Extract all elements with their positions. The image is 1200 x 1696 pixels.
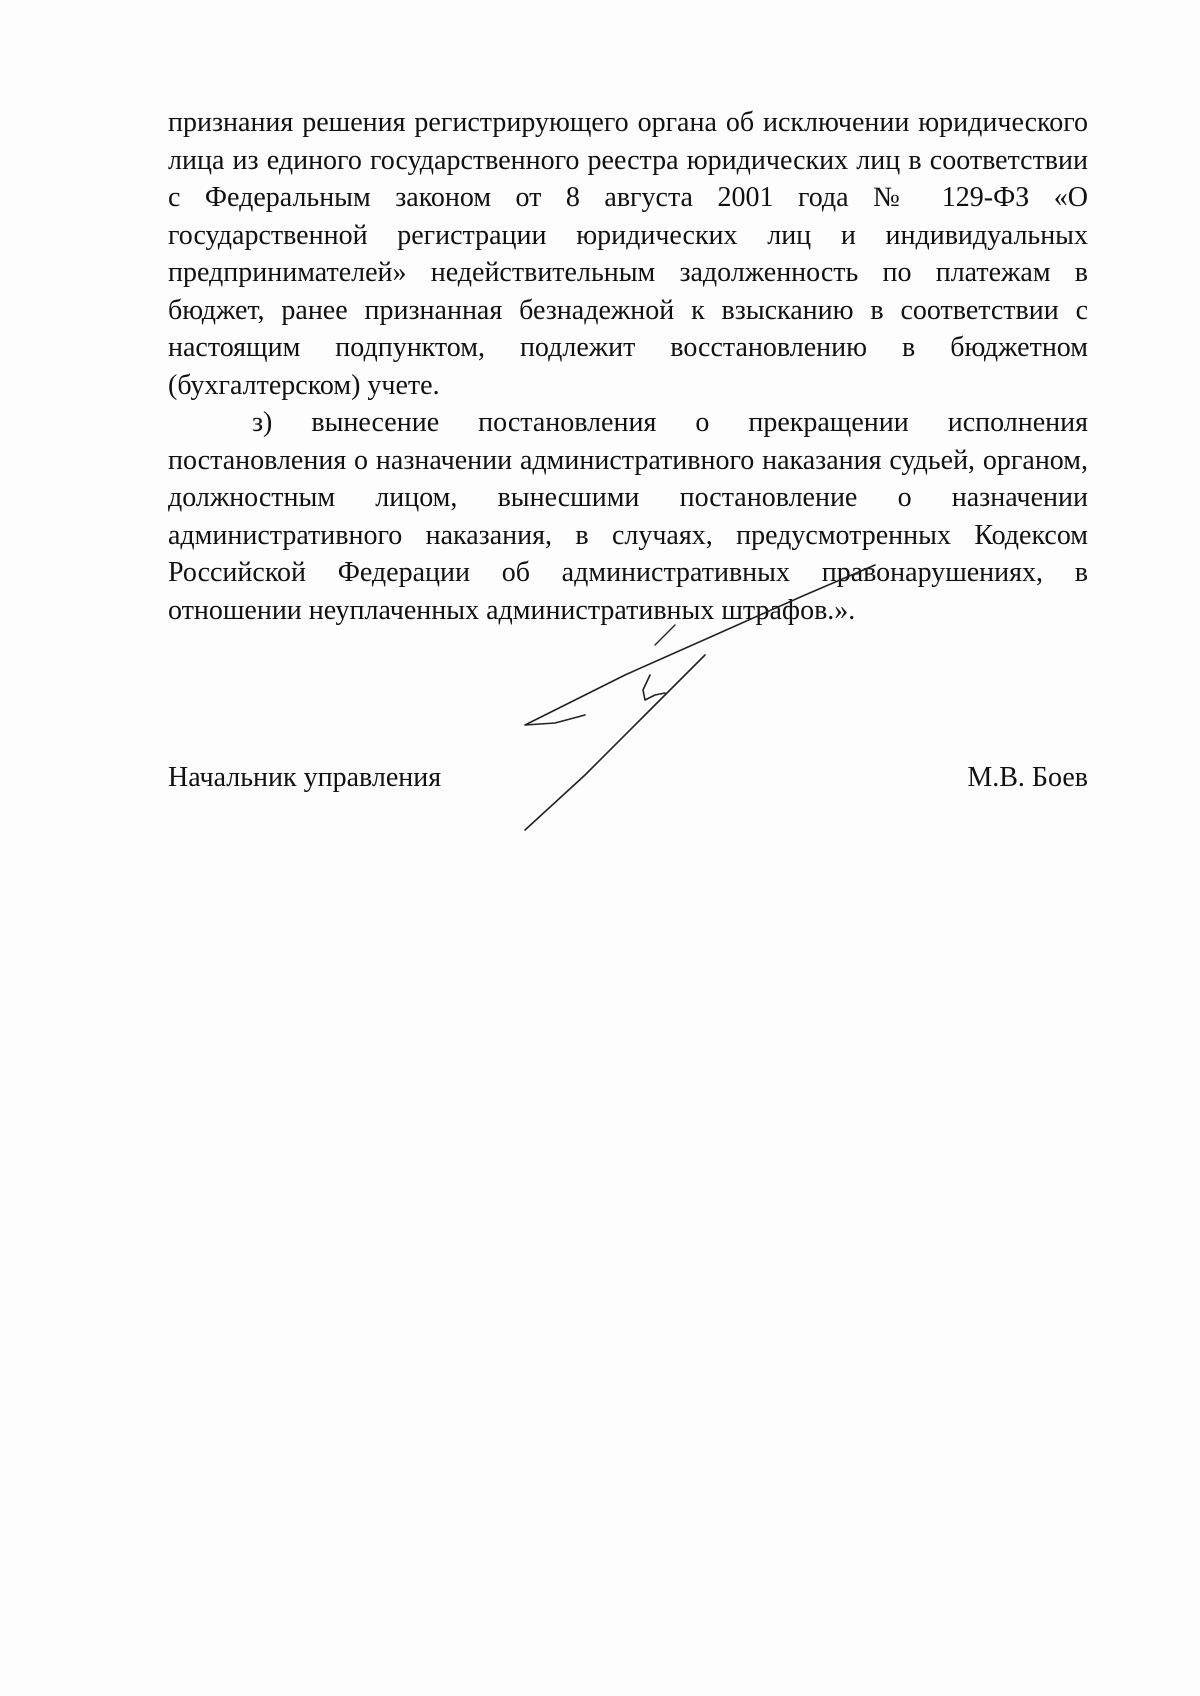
- document-body: [168, 104, 1088, 629]
- paragraph-continuation: признания решения регистрирующего органа об исключении юридического лица из единого государственного реестра юридических лиц в соответствии с Федеральным законом от 8 августа 2001 года № 129-ФЗ «О государственной регистрации юридических лиц и индивидуальных предпринимателей» недействительным задолженность по платежам в бюджет, ранее признанная безнадежной к взысканию в соответствии с настоящим подпунктом, подлежит восстановлению в бюджетном (бухгалтерском) учете.: [168, 107, 1088, 401]
- handwritten-signature: [515, 555, 895, 855]
- signer-name: М.В. Боев: [967, 762, 1088, 793]
- signer-position: Начальник управления: [168, 762, 442, 793]
- paragraph-item-z: з) вынесение постановления о прекращении исполнения постановления о назначении административного наказания судьей, органом, должностным лицом, вынесшими постановление о назначении административного наказания, в случаях, предусмотренных Кодексом Российской Федерации об административных правонарушениях, в отношении неуплаченных административных штрафов.».: [168, 407, 1088, 626]
